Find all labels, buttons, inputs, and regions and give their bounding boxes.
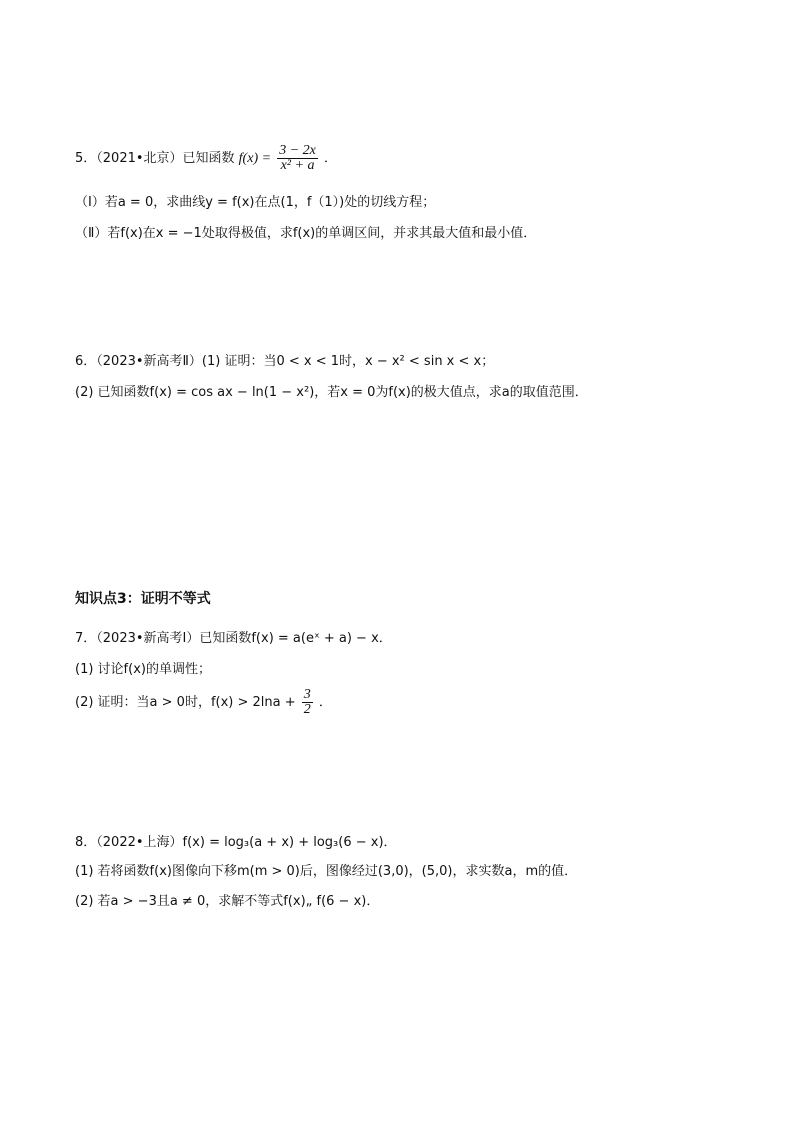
problem-5-part-1: （Ⅰ）若a = 0，求曲线y = f(x)在点(1，f（1）)处的切线方程； — [75, 195, 436, 210]
problem-7-line-3-prefix: (2) 证明：当a > 0时，f(x) > 2lna + — [75, 695, 296, 710]
problem-5-end: ． — [324, 151, 338, 166]
problem-5-function-lhs: f(x) = — [238, 151, 272, 166]
fraction-denominator: x² + a — [280, 158, 315, 173]
problem-7-line-3 — [75, 688, 332, 717]
problem-5-label: 5．（2021•北京）已知函数 — [75, 151, 235, 166]
problem-8-line-1: 8．（2022•上海）f(x) = log₃(a + x) + log₃(6 − x)． — [75, 835, 397, 850]
problem-7-line-2: (1) 讨论f(x)的单调性； — [75, 662, 211, 677]
problem-5-part-2: （Ⅱ）若f(x)在x = −1处取得极值，求f(x)的单调区间，并求其最大值和最小值． — [75, 226, 537, 241]
problem-7-line-3-end: ． — [318, 695, 332, 710]
fraction-denominator: 2 — [303, 702, 311, 717]
problem-8-line-3: (2) 若a > −3且a ≠ 0，求解不等式f(x)„ f(6 − x)． — [75, 894, 380, 909]
fraction-numerator: 3 — [303, 687, 311, 702]
problem-5-fraction — [277, 144, 318, 173]
problem-6-line-1: 6．（2023•新高考Ⅱ）(1) 证明：当0 < x < 1时，x − x² < sin x < x； — [75, 354, 495, 369]
problem-5-statement — [75, 144, 337, 173]
problem-6-line-2: (2) 已知函数f(x) = cos ax − ln(1 − x²)，若x = 0为f(x)的极大值点，求a的取值范围． — [75, 385, 588, 400]
fraction-numerator: 3 − 2x — [279, 143, 316, 158]
problem-7-fraction — [302, 688, 313, 717]
problem-8-line-2: (1) 若将函数f(x)图像向下移m(m > 0)后，图像经过(3,0)，(5,0)，求实数a，m的值． — [75, 864, 578, 879]
section-heading: 知识点3：证明不等式 — [75, 591, 211, 607]
problem-7-line-1: 7．（2023•新高考Ⅰ）已知函数f(x) = a(eˣ + a) − x． — [75, 631, 392, 646]
